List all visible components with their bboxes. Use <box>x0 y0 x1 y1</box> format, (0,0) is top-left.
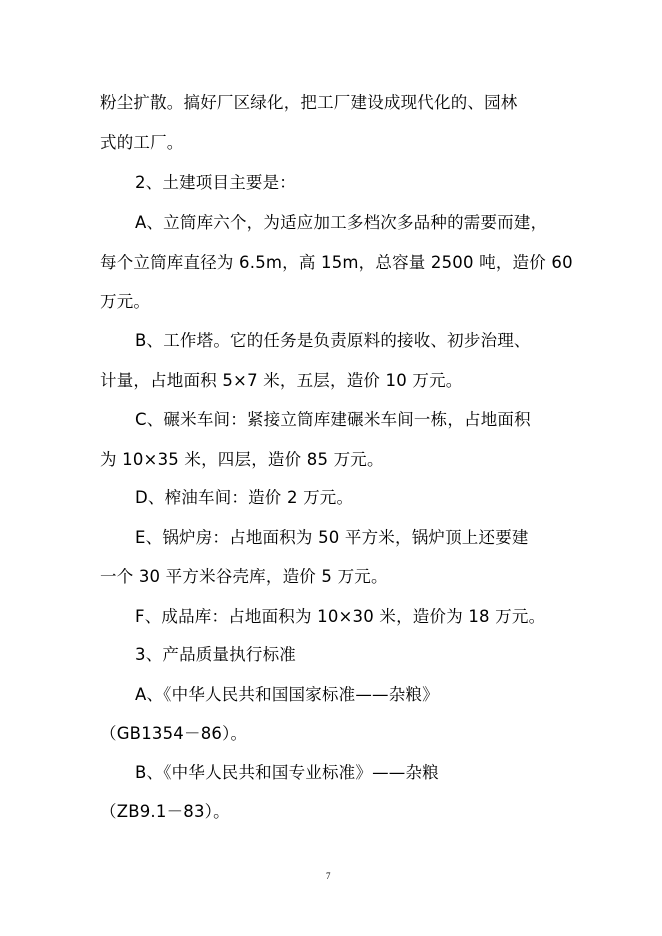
section-heading: 2、土建项目主要是： <box>135 173 296 192</box>
text-line: B、《中华人民共和国专业标准》——杂粮 <box>135 763 439 782</box>
text-line: C、碾米车间：紧接立筒库建碾米车间一栋，占地面积 <box>135 410 531 429</box>
text-line: （ZB9.1－83）。 <box>100 802 230 821</box>
text-line: 计量，占地面积 5×7 米，五层，造价 10 万元。 <box>100 371 463 390</box>
text-line: 一个 30 平方米谷壳库，造价 5 万元。 <box>100 567 388 586</box>
section-heading: 3、产品质量执行标准 <box>135 645 296 664</box>
text-line: 为 10×35 米，四层，造价 85 万元。 <box>100 450 384 469</box>
text-line: D、榨油车间：造价 2 万元。 <box>135 488 354 507</box>
text-line: 每个立筒库直径为 6.5m，高 15m，总容量 2500 吨，造价 60 <box>100 253 573 272</box>
text-line: A、立筒库六个，为适应加工多档次多品种的需要而建， <box>135 213 548 232</box>
text-line: A、《中华人民共和国国家标准——杂粮》 <box>135 685 439 704</box>
text-line: B、工作塔。它的任务是负责原料的接收、初步治理、 <box>135 331 531 350</box>
text-line: 粉尘扩散。搞好厂区绿化，把工厂建设成现代化的、园林 <box>100 93 518 112</box>
text-line: 式的工厂。 <box>100 133 184 152</box>
page-number: 7 <box>326 871 331 881</box>
text-line: （GB1354－86）。 <box>100 724 248 743</box>
text-line: E、锅炉房：占地面积为 50 平方米，锅炉顶上还要建 <box>135 528 529 547</box>
text-line: F、成品库：占地面积为 10×30 米，造价为 18 万元。 <box>135 607 546 626</box>
text-line: 万元。 <box>100 292 151 311</box>
